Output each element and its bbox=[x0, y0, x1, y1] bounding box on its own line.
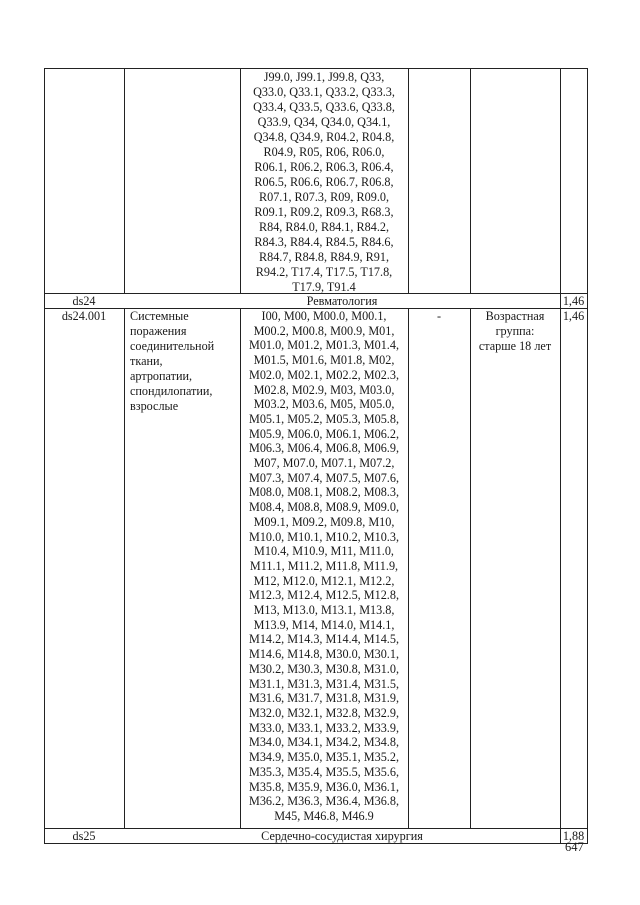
column-divider-procedure bbox=[470, 308, 471, 828]
diagnosis-line: I00, M00, M00.0, M00.1, bbox=[261, 309, 387, 323]
diagnosis-line: M08.4, M08.8, M08.9, M09.0, bbox=[249, 500, 399, 515]
diagnosis-line: M36.2, M36.3, M36.4, M36.8, bbox=[249, 794, 399, 809]
diagnosis-codes-cell bbox=[240, 309, 408, 824]
diagnosis-line: R84.7, R84.8, R84.9, R91, bbox=[258, 250, 390, 264]
diagnosis-line: M14.2, M14.3, M14.4, M14.5, bbox=[249, 632, 399, 647]
column-divider-criteria bbox=[560, 68, 561, 843]
column-divider-procedure bbox=[470, 68, 471, 293]
diagnosis-line: R94.2, T17.4, T17.5, T17.8, bbox=[255, 265, 393, 279]
row-code: ds24.001 bbox=[61, 309, 107, 323]
diagnosis-line: M35.3, M35.4, M35.5, M35.6, bbox=[249, 764, 399, 779]
row-name-line: поражения bbox=[130, 324, 187, 338]
diagnosis-line: M32.0, M32.1, M32.8, M32.9, bbox=[249, 705, 399, 720]
diagnosis-line: Q33.9, Q34, Q34.0, Q34.1, bbox=[257, 115, 391, 129]
diagnosis-line: J99.0, J99.1, J99.8, Q33, bbox=[263, 70, 385, 84]
diagnosis-line: M14.6, M14.8, M30.0, M30.1, bbox=[249, 647, 399, 662]
column-divider-diagnoses bbox=[408, 308, 409, 828]
diagnosis-line: M02.8, M02.9, M03, M03.0, bbox=[253, 382, 395, 397]
table-border-left bbox=[44, 68, 45, 843]
section-coefficient: 1,46 bbox=[562, 294, 585, 308]
diagnosis-line: M35.8, M35.9, M36.0, M36.1, bbox=[249, 779, 399, 794]
diagnosis-line: M34.9, M35.0, M35.1, M35.2, bbox=[249, 750, 399, 765]
diagnosis-line: M10.0, M10.1, M10.2, M10.3, bbox=[249, 529, 399, 544]
criteria-line: Возрастная bbox=[485, 309, 545, 323]
diagnosis-line: M13.9, M14, M14.0, M14.1, bbox=[253, 617, 395, 632]
diagnosis-line: M05.1, M05.2, M05.3, M05.8, bbox=[249, 411, 399, 426]
row-name-line: ткани, bbox=[130, 354, 163, 368]
procedure-cell: - bbox=[436, 309, 442, 323]
section-code: ds25 bbox=[72, 829, 96, 843]
section-code: ds24 bbox=[72, 294, 96, 308]
diagnosis-line: M09.1, M09.2, M09.8, M10, bbox=[253, 514, 395, 529]
diagnosis-line: M05.9, M06.0, M06.1, M06.2, bbox=[249, 426, 399, 441]
diagnosis-line: M13, M13.0, M13.1, M13.8, bbox=[253, 603, 395, 618]
diagnosis-line: M31.6, M31.7, M31.8, M31.9, bbox=[249, 691, 399, 706]
diagnosis-line: M12.3, M12.4, M12.5, M12.8, bbox=[249, 588, 399, 603]
diagnosis-line: Q34.8, Q34.9, R04.2, R04.8, bbox=[253, 130, 395, 144]
diagnosis-line: R04.9, R05, R06, R06.0, bbox=[263, 145, 385, 159]
diagnosis-line: M06.3, M06.4, M06.8, M06.9, bbox=[249, 441, 399, 456]
diagnosis-line: M12, M12.0, M12.1, M12.2, bbox=[253, 573, 395, 588]
diagnosis-line: M31.1, M31.3, M31.4, M31.5, bbox=[249, 676, 399, 691]
table-border-top bbox=[44, 68, 588, 69]
row-name-line: соединительной bbox=[130, 339, 215, 353]
diagnosis-line: R07.1, R07.3, R09, R09.0, bbox=[258, 190, 390, 204]
row-name-line: взрослые bbox=[130, 399, 179, 413]
diagnosis-line: R06.1, R06.2, R06.3, R06.4, bbox=[254, 160, 394, 174]
diagnosis-line: M07, M07.0, M07.1, M07.2, bbox=[253, 456, 395, 471]
diagnosis-line: Q33.0, Q33.1, Q33.2, Q33.3, bbox=[253, 85, 395, 99]
diagnosis-line: M02.0, M02.1, M02.2, M02.3, bbox=[249, 367, 399, 382]
section-title: Сердечно-сосудистая хирургия bbox=[261, 829, 423, 843]
row-name-line: Системные bbox=[130, 309, 189, 323]
diagnosis-line: M07.3, M07.4, M07.5, M07.6, bbox=[249, 470, 399, 485]
diagnosis-line: M33.0, M33.1, M33.2, M33.9, bbox=[249, 720, 399, 735]
row-name-cell bbox=[130, 309, 238, 414]
diagnosis-line: M10.4, M10.9, M11, M11.0, bbox=[254, 544, 394, 559]
diagnosis-line: M11.1, M11.2, M11.8, M11.9, bbox=[249, 558, 399, 573]
diagnosis-line: M03.2, M03.6, M05, M05.0, bbox=[253, 397, 395, 412]
criteria-cell bbox=[470, 309, 560, 354]
diagnosis-line: M30.2, M30.3, M30.8, M31.0, bbox=[249, 661, 399, 676]
diagnosis-line: R84.3, R84.4, R84.5, R84.6, bbox=[254, 235, 394, 249]
diagnosis-line: M08.0, M08.1, M08.2, M08.3, bbox=[249, 485, 399, 500]
diagnosis-line: R84, R84.0, R84.1, R84.2, bbox=[258, 220, 390, 234]
diagnosis-line: M01.0, M01.2, M01.3, M01.4, bbox=[249, 338, 399, 353]
diagnosis-line: R06.5, R06.6, R06.7, R06.8, bbox=[254, 175, 394, 189]
criteria-line: группа: bbox=[495, 324, 535, 338]
diagnosis-line: Q33.4, Q33.5, Q33.6, Q33.8, bbox=[253, 100, 395, 114]
diagnosis-line: M45, M46.8, M46.9 bbox=[274, 808, 374, 823]
column-divider-code bbox=[124, 68, 125, 293]
criteria-line: старше 18 лет bbox=[478, 339, 552, 353]
diagnosis-line: R09.1, R09.2, R09.3, R68.3, bbox=[254, 205, 394, 219]
diagnosis-line: M01.5, M01.6, M01.8, M02, bbox=[253, 353, 395, 368]
row-name-line: артропатии, bbox=[130, 369, 193, 383]
row-name-line: спондилопатии, bbox=[130, 384, 213, 398]
column-divider-code bbox=[124, 308, 125, 828]
diagnosis-line: M00.2, M00.8, M00.9, M01, bbox=[253, 323, 395, 338]
page-number: 647 bbox=[565, 840, 584, 854]
row-coefficient: 1,46 bbox=[562, 309, 585, 323]
section-coefficient: 1,88 bbox=[562, 829, 585, 843]
diagnosis-line: T17.9, T91.4 bbox=[292, 280, 356, 294]
section-title: Ревматология bbox=[306, 294, 378, 308]
diagnosis-line: M34.0, M34.1, M34.2, M34.8, bbox=[249, 735, 399, 750]
column-divider-diagnoses bbox=[408, 68, 409, 293]
diagnosis-codes-cell bbox=[240, 70, 408, 295]
table-border-right bbox=[587, 68, 588, 843]
